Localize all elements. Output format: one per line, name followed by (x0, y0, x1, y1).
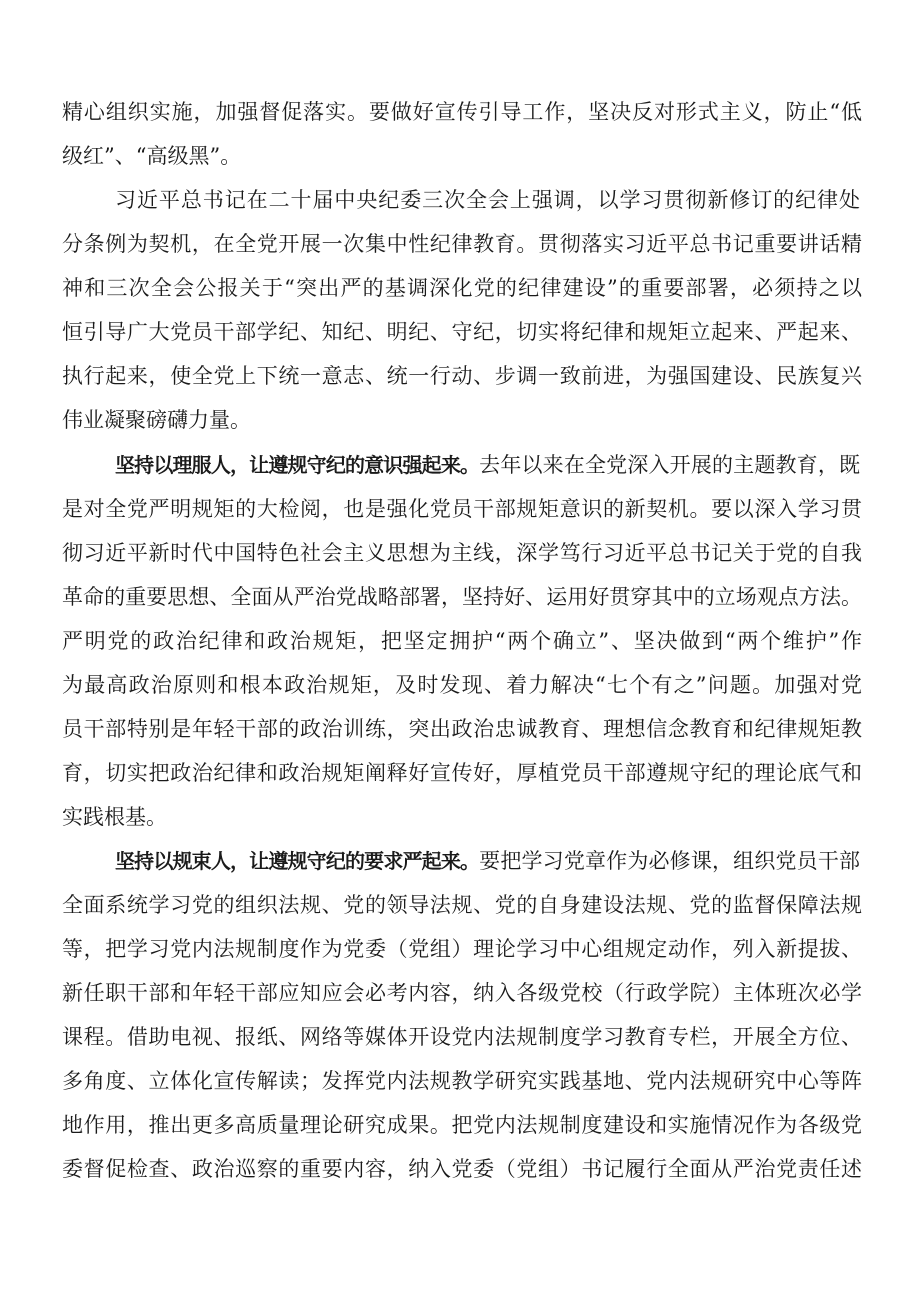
text-line (115, 846, 860, 876)
text-line: 等，把学习党内法规制度作为党委（党组）理论学习中心组规定动作，列入新提拔、 (62, 937, 862, 961)
text-line: 分条例为契机，在全党开展一次集中性纪律教育。贯彻落实习近平总书记重要讲话精 (62, 232, 862, 256)
text-line: 恒引导广大党员干部学纪、知纪、明纪、守纪，切实将纪律和规矩立起来、严起来、 (62, 320, 862, 344)
text-line: 课程。借助电视、报纸、网络等媒体开设党内法规制度学习教育专栏，开展全方位、 (62, 1025, 862, 1049)
text-line: 精心组织实施，加强督促落实。要做好宣传引导工作，坚决反对形式主义，防止“低 (62, 100, 862, 124)
text-line: 全面系统学习党的组织法规、党的领导法规、党的自身建设法规、党的监督保障法规 (62, 893, 862, 917)
text-run: 去年以来在全党深入开展的主题教育，既 (479, 453, 861, 477)
text-line: 习近平总书记在二十届中央纪委三次全会上强调，以学习贯彻新修订的纪律处 (115, 188, 860, 212)
text-line: 彻习近平新时代中国特色社会主义思想为主线，深学笃行习近平总书记关于党的自我 (62, 541, 862, 565)
text-line: 地作用，推出更多高质量理论研究成果。把党内法规制度建设和实施情况作为各级党 (62, 1113, 862, 1137)
text-line: 员干部特别是年轻干部的政治训练，突出政治忠诚教育、理想信念教育和纪律规矩教 (62, 717, 862, 741)
text-line (115, 450, 860, 480)
text-line: 育，切实把政治纪律和政治规矩阐释好宣传好，厚植党员干部遵规守纪的理论底气和 (62, 761, 862, 785)
text-line: 革命的重要思想、全面从严治党战略部署，坚持好、运用好贯穿其中的立场观点方法。 (62, 585, 862, 609)
text-line: 严明党的政治纪律和政治规矩，把坚定拥护“两个确立”、坚决做到“两个维护”作 (62, 629, 862, 653)
text-line: 实践根基。 (62, 805, 167, 829)
text-line: 伟业凝聚磅礴力量。 (62, 408, 251, 432)
text-line: 是对全党严明规矩的大检阅，也是强化党员干部规矩意识的新契机。要以深入学习贯 (62, 497, 862, 521)
text-line: 委督促检查、政治巡察的重要内容，纳入党委（党组）书记履行全面从严治党责任述 (62, 1157, 862, 1181)
text-line: 执行起来，使全党上下统一意志、统一行动、步调一致前进，为强国建设、民族复兴 (62, 364, 862, 388)
text-run: 要把学习党章作为必修课，组织党员干部 (479, 849, 861, 873)
text-line: 神和三次全会公报关于“突出严的基调深化党的纪律建设”的重要部署，必须持之以 (62, 276, 862, 300)
text-line: 新任职干部和年轻干部应知应会必考内容，纳入各级党校（行政学院）主体班次必学 (62, 981, 862, 1005)
text-line: 为最高政治原则和根本政治规矩，及时发现、着力解决“七个有之”问题。加强对党 (62, 673, 862, 697)
text-line: 级红”、“高级黑”。 (62, 144, 242, 168)
paragraph-heading: 坚持以规束人，让遵规守纪的要求严起来。 (115, 849, 480, 873)
text-line: 多角度、立体化宣传解读；发挥党内法规教学研究实践基地、党内法规研究中心等阵 (62, 1069, 862, 1093)
paragraph-heading: 坚持以理服人，让遵规守纪的意识强起来。 (115, 453, 480, 477)
